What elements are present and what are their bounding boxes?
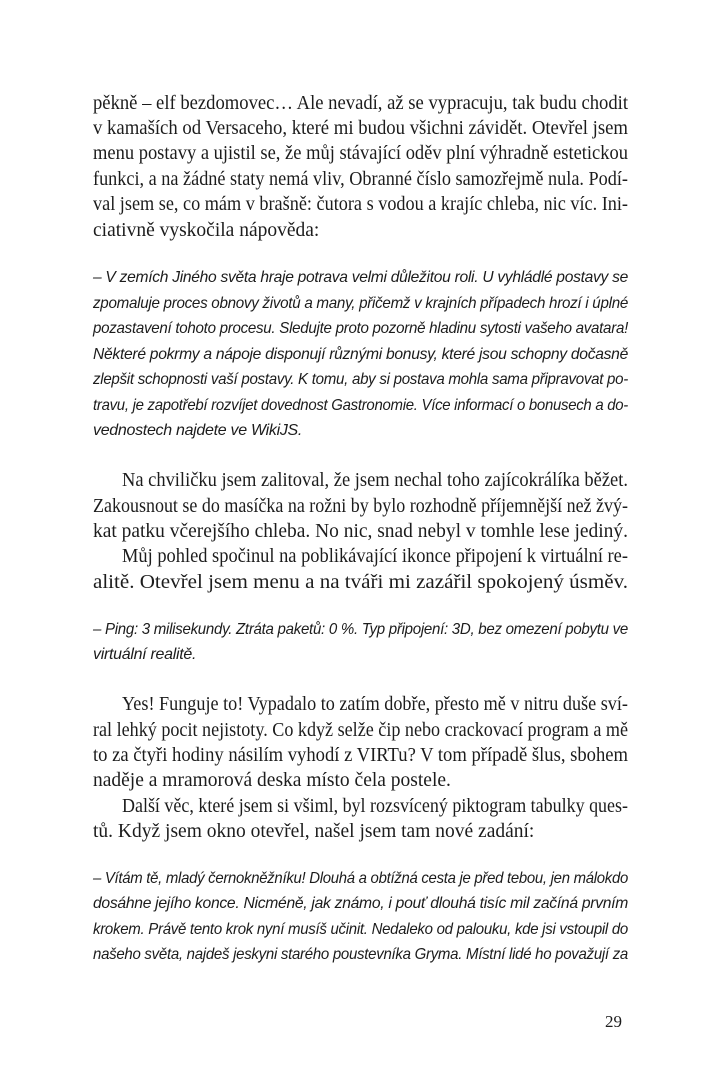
text-line: Yes! Funguje to! Vypadalo to zatím dobře, přesto mě v nitru duše sví- (122, 694, 628, 715)
hint-line: virtuální realitě. (93, 646, 197, 663)
text-line: Můj pohled spočinul na poblikávající ikonce připojení k virtuální re- (122, 546, 628, 567)
text-line: tů. Když jsem okno otevřel, našel jsem tam nové zadání: (93, 821, 535, 842)
text-line: to za čtyři hodiny násilím vyhodí z VIRTu? V tom případě šlus, sbohem (93, 745, 628, 766)
hint-line: Některé pokrmy a nápoje disponují různými bonusy, které jsou schopny dočasně (93, 346, 628, 363)
hint-line: travu, je zapotřebí rozvíjet dovednost Gastronomie. Více informací o bonusech a do- (93, 397, 628, 414)
hint-line: – Vítám tě, mladý černokněžníku! Dlouhá a obtížná cesta je před tebou, jen málokdo (93, 870, 628, 887)
text-line: Na chviličku jsem zalitoval, že jsem nechal toho zajícokrálíka běžet. (122, 470, 628, 491)
hint-line: krokem. Právě tento krok nyní musíš učinit. Nedaleko od palouku, kde jsi vstoupil do (93, 921, 628, 938)
hint-line: dosáhne jejího konce. Nicméně, jak známo, i pouť dlouhá tisíc mil začíná prvním (93, 895, 628, 912)
text-line: alitě. Otevřel jsem menu a na tváři mi zazářil spokojený úsměv. (93, 572, 628, 593)
text-line: Další věc, které jsem si všiml, byl rozsvícený piktogram tabulky ques- (122, 796, 628, 817)
text-line: ral lehký pocit nejistoty. Co když selže čip nebo crackovací program a mě (93, 720, 628, 741)
hint-line: vednostech najdete ve WikiJS. (93, 422, 303, 439)
hint-line: – V zemích Jiného světa hraje potrava velmi důležitou roli. U vyhládlé postavy se (93, 269, 628, 286)
text-line: pěkně – elf bezdomovec… Ale nevadí, až se vypracuju, tak budu chodit (93, 93, 628, 114)
text-line: ciativně vyskočila nápověda: (93, 220, 320, 241)
text-line: naděje a mramorová deska místo čela postele. (93, 770, 451, 791)
hint-line: našeho světa, najdeš jeskyni starého poustevníka Gryma. Místní lidé ho považují za (93, 946, 628, 963)
text-line: menu postavy a ujistil se, že můj stávající oděv plní výhradně estetickou (93, 143, 628, 164)
hint-line: pozastavení tohoto procesu. Sledujte proto pozorně hladinu sytosti vašeho avatara! (93, 320, 628, 337)
hint-line: – Ping: 3 milisekundy. Ztráta paketů: 0 %. Typ připojení: 3D, bez omezení pobytu ve (93, 621, 628, 638)
text-line: Zakousnout se do masíčka na rožni by bylo rozhodně příjemnější než žvý- (93, 496, 628, 517)
text-line: val jsem se, co mám v brašně: čutora s vodou a krajíc chleba, nic víc. Ini- (93, 194, 628, 215)
hint-line: zpomaluje proces obnovy životů a many, přičemž v krajních případech hrozí i úplné (93, 295, 628, 312)
page-number: 29 (605, 1012, 622, 1031)
text-line: v kamaších od Versaceho, které mi budou všichni závidět. Otevřel jsem (93, 118, 628, 139)
hint-line: zlepšit schopnosti vaší postavy. K tomu, aby si postava mohla sama připravovat po- (93, 371, 628, 388)
text-line: kat patku včerejšího chleba. No nic, snad nebyl v tomhle lese jediný. (93, 521, 628, 542)
text-line: funkci, a na žádné staty nemá vliv, Obranné číslo samozřejmě nula. Podí- (93, 169, 628, 190)
